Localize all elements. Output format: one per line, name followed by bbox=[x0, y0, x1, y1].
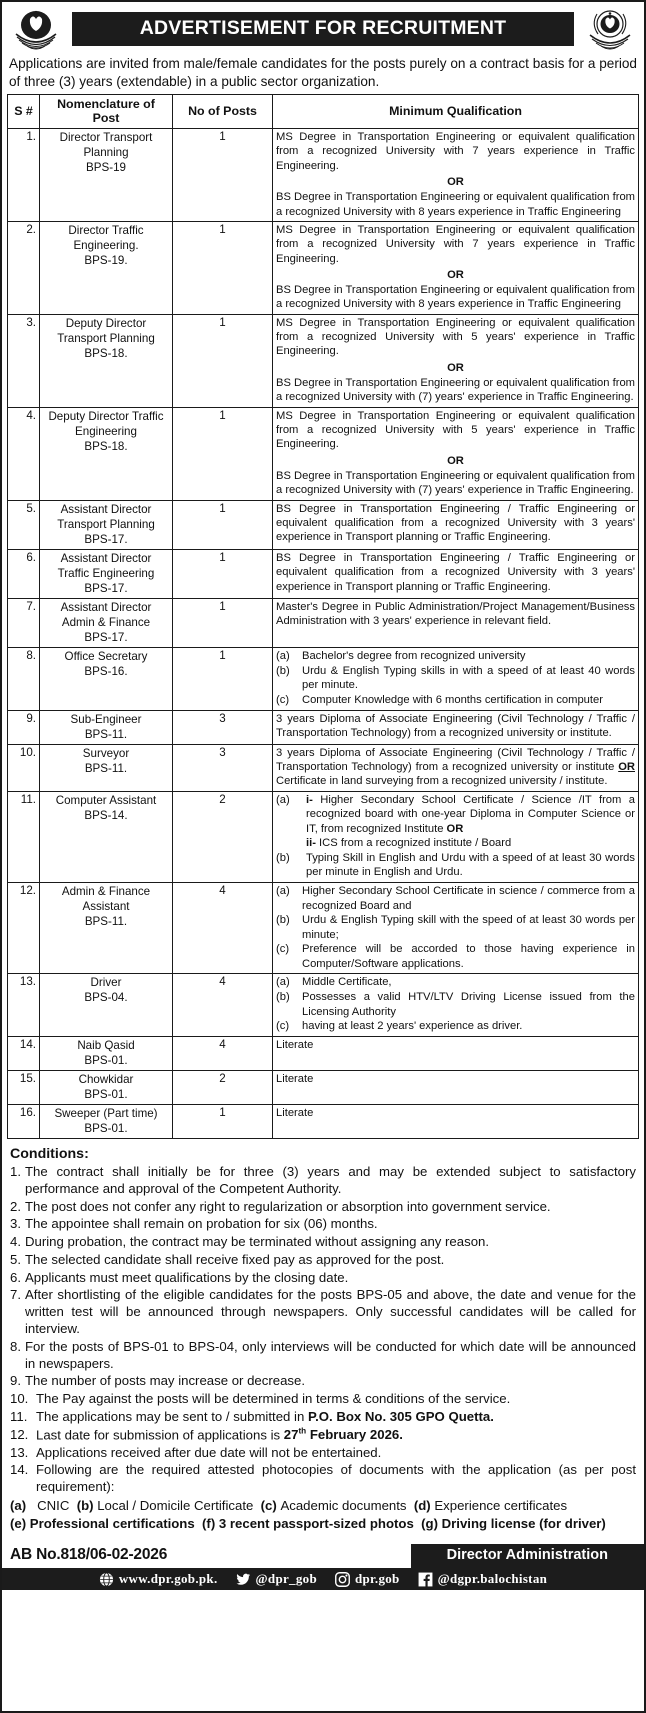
cell-no-of-posts: 1 bbox=[173, 549, 273, 598]
cell-serial: 10. bbox=[8, 744, 40, 791]
cell-serial: 8. bbox=[8, 648, 40, 710]
cell-post-name: Sub-Engineer BPS-11. bbox=[40, 710, 173, 744]
cell-serial: 14. bbox=[8, 1036, 40, 1070]
cell-serial: 2. bbox=[8, 221, 40, 314]
qual-item-text: Higher Secondary School Certificate in science / commerce from a recognized Board and bbox=[302, 885, 635, 912]
condition-text: The selected candidate shall receive fixed pay as approved for the post. bbox=[25, 1251, 445, 1267]
qual-or-separator: OR bbox=[447, 454, 464, 467]
cell-no-of-posts: 4 bbox=[173, 883, 273, 974]
qual-list-item bbox=[276, 664, 635, 693]
qual-list bbox=[276, 649, 635, 707]
condition-text: The post does not confer any right to regularization or absorption into government service. bbox=[25, 1198, 551, 1214]
table-row bbox=[8, 791, 639, 882]
qual-item-text: Urdu & English Typing skill with the speed of at least 30 words per minute; bbox=[302, 914, 635, 941]
cell-no-of-posts: 1 bbox=[173, 128, 273, 221]
cell-minimum-qualification bbox=[273, 710, 639, 744]
col-header-no-of-posts: No of Posts bbox=[173, 94, 273, 128]
qual-paragraph: MS Degree in Transportation Engineering or equivalent qualification from a recognized University with 5 years' experience in Traffic Engineering. bbox=[276, 409, 635, 451]
cell-minimum-qualification bbox=[273, 128, 639, 221]
qual-item-marker: (a) bbox=[276, 793, 290, 806]
condition-number: 5. bbox=[10, 1251, 21, 1267]
cell-post-name: Office Secretary BPS-16. bbox=[40, 648, 173, 710]
qual-item-line: Typing Skill in English and Urdu with a speed of at least 30 words per minute in English and Urdu. bbox=[306, 851, 635, 879]
cell-minimum-qualification bbox=[273, 1104, 639, 1138]
social-link-facebook[interactable] bbox=[418, 1571, 548, 1587]
page-footer bbox=[2, 1544, 644, 1590]
qual-paragraph: BS Degree in Transportation Engineering / Traffic Engineering or equivalent qualification from a recognized University with 3 years' experience in Transport planning or Traffic Engineering. bbox=[276, 502, 635, 544]
cell-post-name: Deputy Director Transport Planning BPS-18. bbox=[40, 314, 173, 407]
qual-item-marker: (c) bbox=[276, 943, 290, 956]
qual-list-item bbox=[276, 913, 635, 942]
cell-no-of-posts: 3 bbox=[173, 744, 273, 791]
condition-text: The appointee shall remain on probation for six (06) months. bbox=[25, 1216, 378, 1232]
condition-text: Applications received after due date will not be entertained. bbox=[36, 1444, 382, 1460]
qual-list bbox=[276, 793, 635, 880]
conditions-heading: Conditions: bbox=[10, 1146, 89, 1163]
document-marker: (f) bbox=[202, 1516, 216, 1532]
condition-item bbox=[10, 1234, 636, 1251]
cell-post-name: Computer Assistant BPS-14. bbox=[40, 791, 173, 882]
twitter-icon bbox=[236, 1572, 251, 1587]
qual-paragraph: Literate bbox=[276, 1072, 314, 1085]
condition-number: 11. bbox=[10, 1408, 28, 1424]
condition-number: 7. bbox=[10, 1287, 21, 1303]
qual-item-text: Preference will be accorded to those having experience in Computer/Software applications. bbox=[302, 943, 635, 970]
condition-text: The number of posts may increase or decrease. bbox=[25, 1373, 306, 1389]
cell-post-name: Director Traffic Engineering. BPS-19. bbox=[40, 221, 173, 314]
condition-text: After shortlisting of the eligible candidates for the posts BPS-05 and above, the date and venue for the written test will be announced through newspapers. Only successful candidates will be called for interview. bbox=[25, 1287, 636, 1336]
qual-item-line: ii- ICS from a recognized institute / Board bbox=[306, 837, 512, 850]
cell-no-of-posts: 1 bbox=[173, 648, 273, 710]
cell-post-name: Driver BPS-04. bbox=[40, 974, 173, 1036]
qual-item-text: Computer Knowledge with 6 months certification in computer bbox=[302, 694, 603, 706]
qual-item-text: having at least 2 years' experience as driver. bbox=[302, 1020, 523, 1033]
qual-item-line: i- Higher Secondary School Certificate / Science /IT from a recognized board with one-year Diploma in Computer Science or IT, from recognized Institute OR bbox=[306, 793, 635, 835]
qual-paragraph: Literate bbox=[276, 1106, 314, 1119]
qual-paragraph: BS Degree in Transportation Engineering / Traffic Engineering or equivalent qualification from a recognized University with 3 years' experience in Transport planning or Traffic Engineering. bbox=[276, 551, 635, 593]
qual-item-text: Possesses a valid HTV/LTV Driving License issued from the Licensing Authority bbox=[302, 990, 635, 1018]
condition-number: 12. bbox=[10, 1426, 29, 1442]
qual-item-marker: (a) bbox=[276, 650, 290, 663]
qual-list bbox=[276, 975, 635, 1033]
condition-item bbox=[10, 1199, 636, 1216]
condition-item bbox=[10, 1445, 636, 1462]
table-row bbox=[8, 599, 639, 648]
qual-item-marker: (b) bbox=[276, 914, 290, 927]
qual-paragraph: 3 years Diploma of Associate Engineering (Civil Technology / Traffic / Transportation Technology) from a recognized university or institute. bbox=[276, 712, 635, 739]
table-row bbox=[8, 1104, 639, 1138]
cell-serial: 5. bbox=[8, 500, 40, 549]
cell-minimum-qualification bbox=[273, 883, 639, 974]
director-administration-label: Director Administration bbox=[411, 1544, 644, 1568]
condition-number: 8. bbox=[10, 1338, 21, 1354]
condition-text: Last date for submission of applications is 27th February 2026. bbox=[36, 1426, 403, 1442]
cell-no-of-posts: 4 bbox=[173, 974, 273, 1036]
table-row bbox=[8, 314, 639, 407]
document-label: Academic documents bbox=[280, 1498, 407, 1514]
cell-minimum-qualification bbox=[273, 974, 639, 1036]
qual-paragraph: MS Degree in Transportation Engineering or equivalent qualification from a recognized University with 5 years' experience in Traffic Engineering. bbox=[276, 316, 635, 358]
balochistan-govt-emblem-icon bbox=[10, 6, 62, 52]
qual-list-item bbox=[276, 1019, 635, 1034]
condition-number: 13. bbox=[10, 1444, 29, 1460]
instagram-icon bbox=[335, 1572, 350, 1587]
cell-no-of-posts: 1 bbox=[173, 1104, 273, 1138]
cell-no-of-posts: 1 bbox=[173, 314, 273, 407]
cell-minimum-qualification bbox=[273, 1070, 639, 1104]
condition-text: The contract shall initially be for three (3) years and may be extended subject to satisfactory performance and approval of the Competent Authority. bbox=[25, 1164, 636, 1196]
cell-minimum-qualification bbox=[273, 648, 639, 710]
condition-number: 2. bbox=[10, 1198, 21, 1214]
col-header-serial: S # bbox=[8, 94, 40, 128]
cell-minimum-qualification bbox=[273, 500, 639, 549]
cell-post-name: Sweeper (Part time) BPS-01. bbox=[40, 1104, 173, 1138]
qual-item-marker: (a) bbox=[276, 976, 290, 989]
qual-paragraph: BS Degree in Transportation Engineering or equivalent qualification from a recognized University with (7) years' experience in Traffic Engineering. bbox=[276, 470, 635, 497]
cell-serial: 1. bbox=[8, 128, 40, 221]
table-header-row bbox=[8, 94, 639, 128]
qual-item-marker: (b) bbox=[276, 851, 290, 864]
qual-item-text bbox=[306, 851, 635, 880]
condition-item bbox=[10, 1252, 636, 1269]
qual-list-item bbox=[276, 793, 635, 851]
cell-serial: 9. bbox=[8, 710, 40, 744]
cell-serial: 4. bbox=[8, 407, 40, 500]
qual-paragraph: MS Degree in Transportation Engineering or equivalent qualification from a recognized University with 7 years experience in Traffic Engineering. bbox=[276, 223, 635, 265]
cell-post-name: Naib Qasid BPS-01. bbox=[40, 1036, 173, 1070]
document-label: CNIC bbox=[37, 1498, 70, 1514]
table-row bbox=[8, 710, 639, 744]
condition-number: 10. bbox=[10, 1391, 29, 1407]
cell-minimum-qualification bbox=[273, 314, 639, 407]
qual-item-text: Bachelor's degree from recognized university bbox=[302, 650, 526, 663]
cell-no-of-posts: 1 bbox=[173, 500, 273, 549]
qual-item-text: Middle Certificate, bbox=[302, 976, 392, 989]
cell-serial: 16. bbox=[8, 1104, 40, 1138]
cell-minimum-qualification bbox=[273, 744, 639, 791]
condition-text: The Pay against the posts will be determined in terms & conditions of the service. bbox=[36, 1391, 511, 1407]
qual-list-item bbox=[276, 975, 635, 990]
document-marker: (a) bbox=[10, 1498, 27, 1514]
social-link-twitter[interactable] bbox=[236, 1571, 317, 1587]
qual-list-item bbox=[276, 649, 635, 664]
condition-item bbox=[10, 1339, 636, 1373]
cell-serial: 6. bbox=[8, 549, 40, 598]
cell-no-of-posts: 2 bbox=[173, 1070, 273, 1104]
col-header-minimum-qualification: Minimum Qualification bbox=[273, 94, 639, 128]
document-marker: (b) bbox=[76, 1498, 94, 1514]
facebook-icon bbox=[418, 1572, 433, 1587]
condition-item bbox=[10, 1409, 636, 1426]
cell-no-of-posts: 1 bbox=[173, 221, 273, 314]
cell-minimum-qualification bbox=[273, 791, 639, 882]
table-row bbox=[8, 549, 639, 598]
cell-no-of-posts: 3 bbox=[173, 710, 273, 744]
document-label: 3 recent passport-sized photos bbox=[218, 1516, 414, 1532]
document-label: Driving license (for driver) bbox=[441, 1516, 606, 1532]
cell-serial: 12. bbox=[8, 883, 40, 974]
qual-paragraph: BS Degree in Transportation Engineering or equivalent qualification from a recognized University with 8 years experience in Traffic Engineering bbox=[276, 191, 635, 218]
cell-post-name: Admin & Finance Assistant BPS-11. bbox=[40, 883, 173, 974]
document-marker: (c) bbox=[260, 1498, 277, 1514]
qual-or-separator: OR bbox=[447, 268, 464, 281]
posts-table bbox=[7, 94, 639, 1139]
document-marker: (g) bbox=[421, 1516, 438, 1532]
qual-paragraph: 3 years Diploma of Associate Engineering (Civil Technology / Traffic / Transportation Technology) from a recognized university or institute OR Certificate in land surveying from a recognized university / institute. bbox=[276, 746, 635, 788]
condition-number: 1. bbox=[10, 1164, 21, 1180]
cell-no-of-posts: 2 bbox=[173, 791, 273, 882]
globe-icon bbox=[99, 1572, 114, 1587]
qual-list-item bbox=[276, 693, 635, 708]
qual-item-marker: (c) bbox=[276, 694, 290, 706]
table-row bbox=[8, 128, 639, 221]
cell-serial: 7. bbox=[8, 599, 40, 648]
cell-post-name: Deputy Director Traffic Engineering BPS-18. bbox=[40, 407, 173, 500]
table-row bbox=[8, 500, 639, 549]
social-handle: @dpr_gob bbox=[255, 1571, 317, 1587]
page-header bbox=[2, 2, 644, 54]
document-label: Professional certifications bbox=[29, 1516, 195, 1532]
balochistan-govt-emblem-icon bbox=[584, 6, 636, 52]
cell-no-of-posts: 1 bbox=[173, 599, 273, 648]
intro-paragraph: Applications are invited from male/female candidates for the posts purely on a contract basis for a period of three (3) years (extendable) in a public sector organization. bbox=[9, 56, 637, 89]
qual-item-marker: (c) bbox=[276, 1020, 290, 1033]
condition-item bbox=[10, 1216, 636, 1233]
qual-paragraph: Literate bbox=[276, 1038, 314, 1051]
qual-item-text bbox=[306, 793, 635, 851]
condition-text: The applications may be sent to / submitted in P.O. Box No. 305 GPO Quetta. bbox=[36, 1408, 494, 1424]
condition-text: During probation, the contract may be terminated without assigning any reason. bbox=[25, 1234, 490, 1250]
qual-paragraph: BS Degree in Transportation Engineering or equivalent qualification from a recognized University with 8 years experience in Traffic Engineering bbox=[276, 284, 635, 311]
qual-item-marker: (a) bbox=[276, 885, 290, 898]
cell-post-name: Surveyor BPS-11. bbox=[40, 744, 173, 791]
table-row bbox=[8, 221, 639, 314]
social-handle: dpr.gob bbox=[354, 1571, 400, 1587]
table-row bbox=[8, 1036, 639, 1070]
condition-number: 14. bbox=[10, 1462, 29, 1478]
qual-item-marker: (b) bbox=[276, 990, 290, 1003]
qual-paragraph: BS Degree in Transportation Engineering or equivalent qualification from a recognized University with (7) years' experience in Traffic Engineering. bbox=[276, 377, 635, 404]
condition-item bbox=[10, 1270, 636, 1287]
table-row bbox=[8, 744, 639, 791]
cell-no-of-posts: 4 bbox=[173, 1036, 273, 1070]
cell-serial: 3. bbox=[8, 314, 40, 407]
qual-list-item bbox=[276, 884, 635, 913]
table-row bbox=[8, 883, 639, 974]
qual-item-marker: (b) bbox=[276, 664, 290, 677]
page-title: ADVERTISEMENT FOR RECRUITMENT bbox=[72, 12, 574, 47]
table-row bbox=[8, 407, 639, 500]
document-marker: (e) bbox=[10, 1516, 27, 1532]
cell-minimum-qualification bbox=[273, 221, 639, 314]
condition-item bbox=[10, 1164, 636, 1198]
cell-post-name: Chowkidar BPS-01. bbox=[40, 1070, 173, 1104]
condition-item bbox=[10, 1373, 636, 1390]
qual-list bbox=[276, 884, 635, 971]
cell-post-name: Assistant Director Admin & Finance BPS-17. bbox=[40, 599, 173, 648]
qual-or-separator: OR bbox=[447, 361, 464, 374]
ab-number: AB No.818/06-02-2026 bbox=[10, 1546, 168, 1564]
qual-list-item bbox=[276, 851, 635, 880]
condition-number: 6. bbox=[10, 1269, 21, 1285]
col-header-nomenclature: Nomenclature of Post bbox=[40, 94, 173, 128]
qual-list-item bbox=[276, 990, 635, 1019]
condition-item bbox=[10, 1287, 636, 1337]
social-handle: @dgpr.balochistan bbox=[437, 1571, 548, 1587]
table-row bbox=[8, 974, 639, 1036]
qual-list-item bbox=[276, 942, 635, 971]
table-row bbox=[8, 648, 639, 710]
condition-number: 4. bbox=[10, 1234, 21, 1250]
cell-post-name: Director Transport Planning BPS-19 bbox=[40, 128, 173, 221]
cell-post-name: Assistant Director Traffic Engineering BPS-17. bbox=[40, 549, 173, 598]
qual-paragraph: Master's Degree in Public Administration/Project Management/Business Administration with 3 years' experience in relevant field. bbox=[276, 601, 635, 628]
social-link-instagram[interactable] bbox=[335, 1571, 400, 1587]
condition-item bbox=[10, 1427, 636, 1444]
qual-paragraph: MS Degree in Transportation Engineering or equivalent qualification from a recognized University with 7 years experience in Traffic Engineering. bbox=[276, 130, 635, 172]
cell-serial: 15. bbox=[8, 1070, 40, 1104]
table-row bbox=[8, 1070, 639, 1104]
cell-minimum-qualification bbox=[273, 407, 639, 500]
cell-minimum-qualification bbox=[273, 1036, 639, 1070]
qual-item-text: Urdu & English Typing skills in with a speed of at least 40 words per minute. bbox=[302, 664, 635, 692]
cell-minimum-qualification bbox=[273, 549, 639, 598]
condition-number: 3. bbox=[10, 1216, 21, 1232]
condition-item bbox=[10, 1462, 636, 1496]
document-label: Experience certificates bbox=[434, 1498, 568, 1514]
condition-text: Following are the required attested photocopies of documents with the application (as per post requirement): bbox=[36, 1462, 636, 1495]
social-link-globe[interactable] bbox=[99, 1571, 218, 1587]
cell-no-of-posts: 1 bbox=[173, 407, 273, 500]
document-marker: (d) bbox=[413, 1498, 431, 1514]
cell-serial: 11. bbox=[8, 791, 40, 882]
cell-serial: 13. bbox=[8, 974, 40, 1036]
condition-text: Applicants must meet qualifications by the closing date. bbox=[25, 1269, 349, 1285]
condition-number: 9. bbox=[10, 1373, 21, 1389]
condition-text: For the posts of BPS-01 to BPS-04, only interviews will be conducted for which date will be announced in newspapers. bbox=[25, 1338, 636, 1371]
cell-minimum-qualification bbox=[273, 599, 639, 648]
documents-line-two bbox=[10, 1515, 636, 1532]
qual-or-separator: OR bbox=[447, 175, 464, 188]
conditions-section bbox=[2, 1139, 644, 1534]
condition-item bbox=[10, 1391, 636, 1408]
social-links-bar bbox=[2, 1568, 644, 1590]
cell-post-name: Assistant Director Transport Planning BPS-17. bbox=[40, 500, 173, 549]
social-handle: www.dpr.gob.pk. bbox=[118, 1571, 218, 1587]
document-label: Local / Domicile Certificate bbox=[97, 1498, 254, 1514]
documents-line-one bbox=[10, 1497, 636, 1514]
